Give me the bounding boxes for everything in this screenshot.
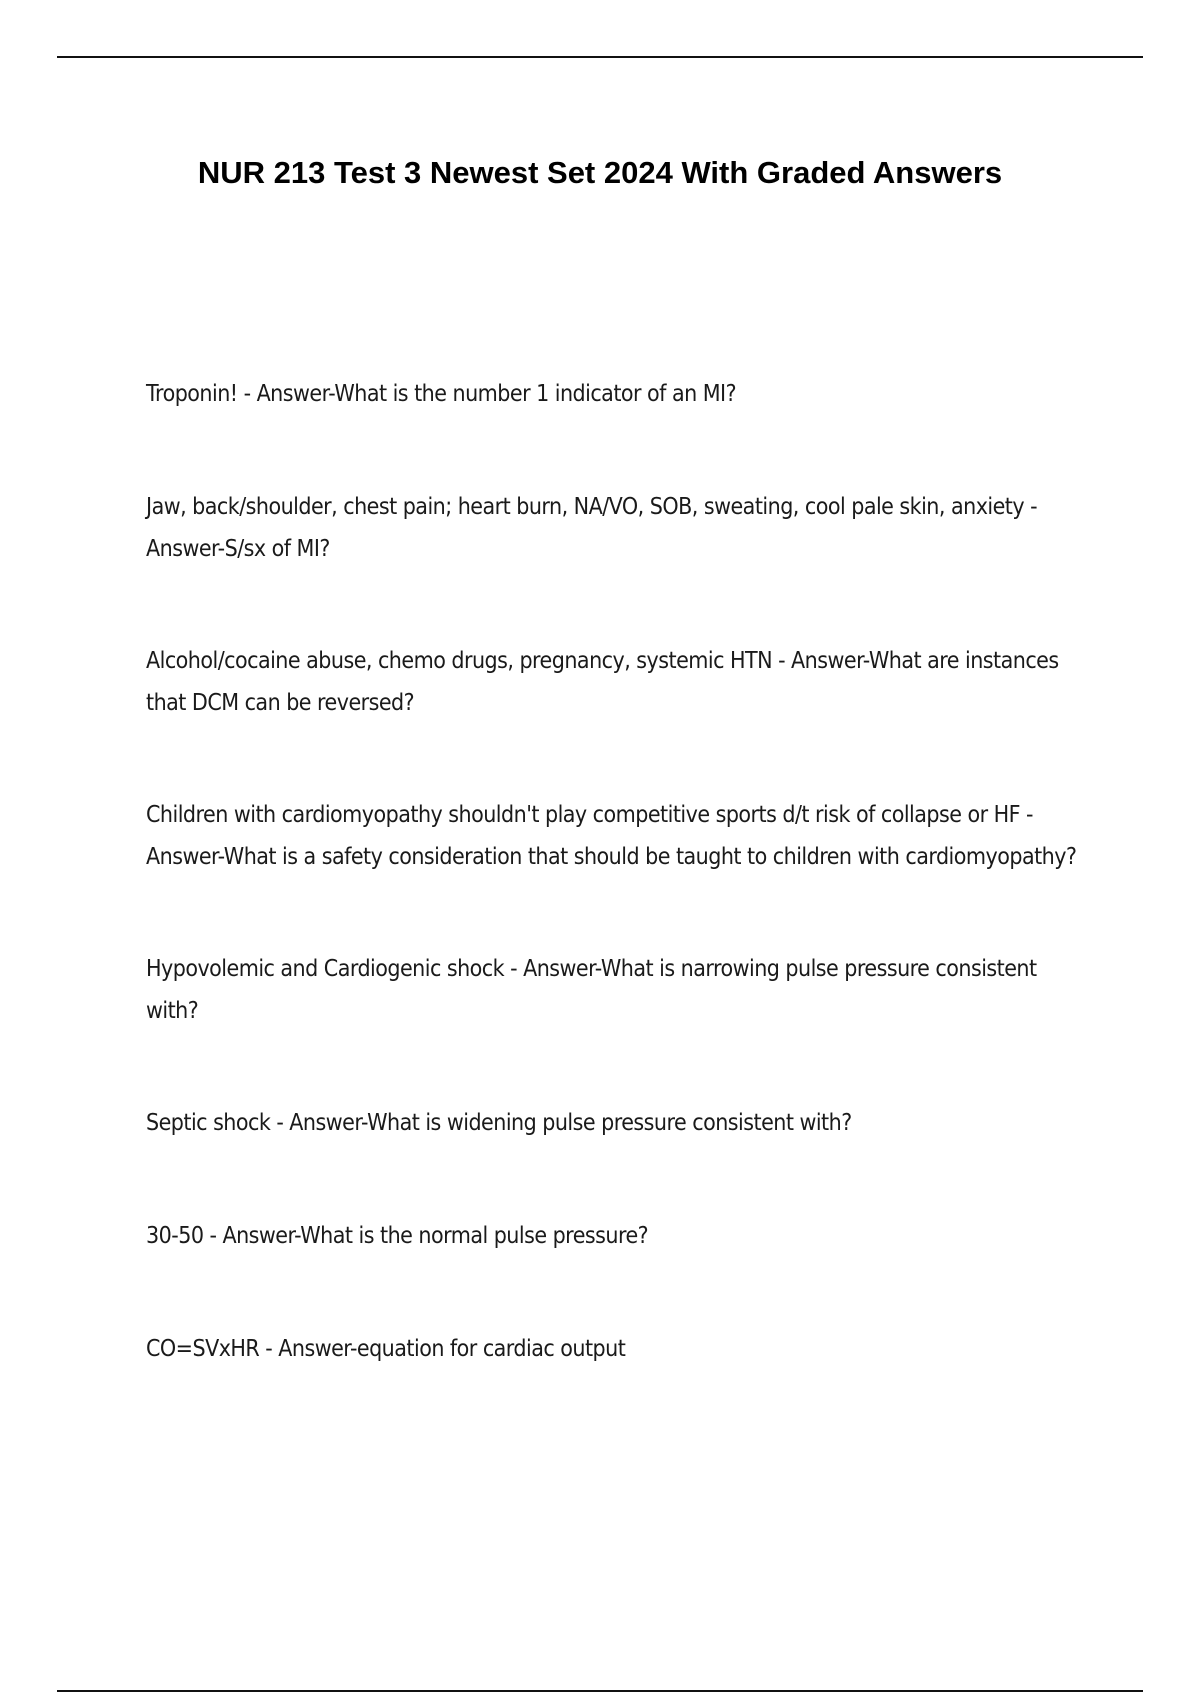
top-rule xyxy=(57,56,1143,58)
qa-item: Jaw, back/shoulder, chest pain; heart burn, NA/VO, SOB, sweating, cool pale skin, anxiety - Answer-S/sx of MI? xyxy=(146,494,1038,562)
qa-item: Hypovolemic and Cardiogenic shock - Answer-What is narrowing pulse pressure consistent with? xyxy=(146,956,1037,1024)
qa-item: Troponin! - Answer-What is the number 1 indicator of an MI? xyxy=(146,381,737,407)
qa-item: Alcohol/cocaine abuse, chemo drugs, pregnancy, systemic HTN - Answer-What are instances that DCM can be reversed? xyxy=(146,648,1059,716)
qa-item: 30-50 - Answer-What is the normal pulse pressure? xyxy=(146,1223,649,1249)
qa-item: Children with cardiomyopathy shouldn't play competitive sports d/t risk of collapse or HF - Answer-What is a safety consideration that should be taught to children with cardiomyopathy? xyxy=(146,802,1077,870)
bottom-rule xyxy=(57,1690,1143,1692)
document-title: NUR 213 Test 3 Newest Set 2024 With Graded Answers xyxy=(197,155,1003,190)
qa-list xyxy=(146,373,1086,1440)
qa-item: CO=SVxHR - Answer-equation for cardiac output xyxy=(146,1336,626,1362)
qa-item: Septic shock - Answer-What is widening pulse pressure consistent with? xyxy=(146,1110,852,1136)
